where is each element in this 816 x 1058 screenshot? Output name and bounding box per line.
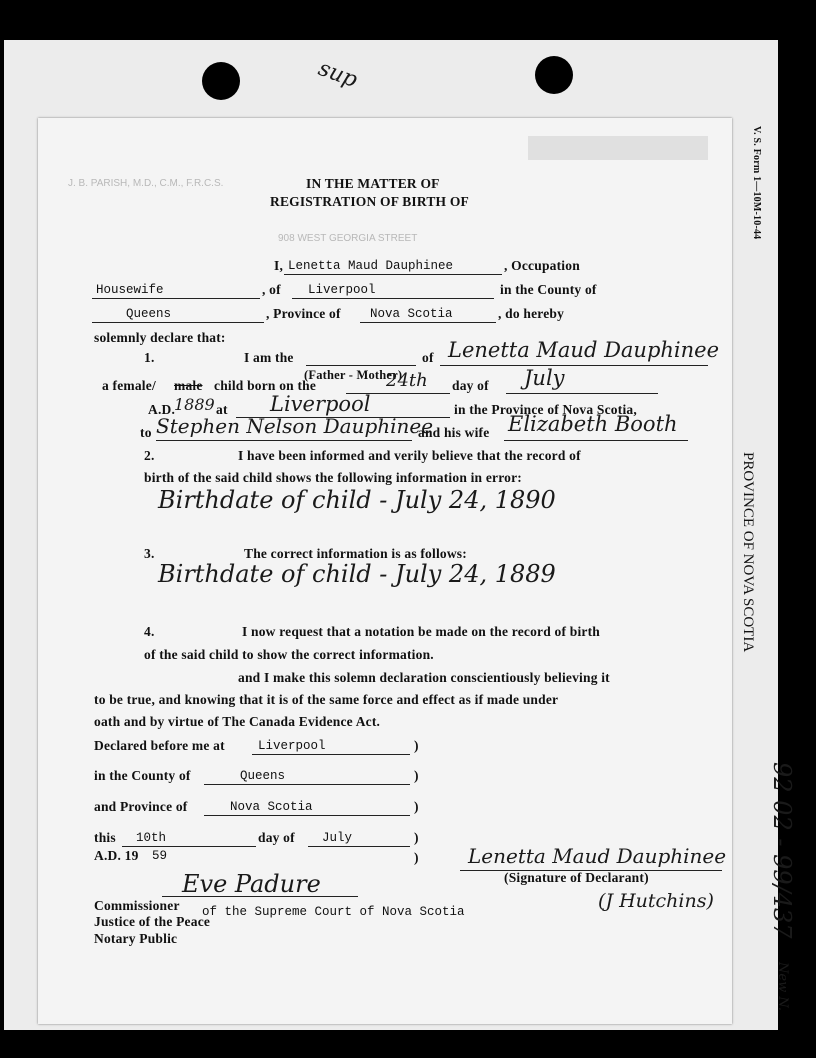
supreme-court-label: of the Supreme Court of Nova Scotia <box>202 905 465 919</box>
item3-number: 3. <box>144 546 155 561</box>
declared-province-value: Nova Scotia <box>230 800 313 814</box>
witness-signature: (J Hutchins) <box>598 890 714 912</box>
in-province-label: in the Province of Nova Scotia, <box>454 402 637 417</box>
closing-line2: to be true, and knowing that it is of the same force and effect as if made under <box>94 692 559 707</box>
item2-text2: birth of the said child shows the following information in error: <box>144 470 523 485</box>
registration-number: 92 02 - 99/437 <box>768 762 796 939</box>
child-name: Lenetta Maud Dauphinee <box>448 338 720 362</box>
at-label: at <box>216 402 228 417</box>
birth-year: 1889 <box>174 395 215 414</box>
mother-name: Elizabeth Booth <box>508 412 678 436</box>
father-mother-label: (Father - Mother) <box>304 368 403 382</box>
item1-number: 1. <box>144 350 155 365</box>
i-am-the: I am the <box>244 350 294 365</box>
punch-hole <box>202 62 240 100</box>
province-side-label: PROVINCE OF NOVA SCOTIA <box>740 452 756 653</box>
birth-place: Liverpool <box>270 392 371 416</box>
declarant-name: Lenetta Maud Dauphinee <box>288 259 454 273</box>
punch-hole <box>535 56 573 94</box>
and-wife-label: and his wife <box>418 425 490 440</box>
commissioner-label: Commissioner <box>94 898 180 913</box>
correct-information: Birthdate of child - July 24, 1889 <box>158 560 556 588</box>
commissioner-signature: Eve Padure <box>182 870 321 898</box>
ad-label: A.D. <box>148 402 176 417</box>
heading-line2: REGISTRATION OF BIRTH OF <box>270 194 469 209</box>
declared-at-label: Declared before me at <box>94 738 225 753</box>
day-of-label: day of <box>452 378 489 393</box>
occupation-value: Housewife <box>96 283 164 297</box>
closing-line3: oath and by virtue of The Canada Evidence Act. <box>94 714 381 729</box>
county-label: in the County of <box>500 282 597 297</box>
declared-at-value: Liverpool <box>258 739 326 753</box>
child-born-label: child born on the <box>214 378 317 393</box>
item4-text1: I now request that a notation be made on the record of birth <box>242 624 600 639</box>
declarant-signature: Lenetta Maud Dauphinee <box>468 844 727 868</box>
female-label: a female/ <box>102 378 156 393</box>
occupation-label: , Occupation <box>504 258 580 273</box>
declared-day-of: day of <box>258 830 295 845</box>
declared-month: July <box>322 831 353 845</box>
male-struck: male <box>174 378 203 393</box>
solemn-declare: solemnly declare that: <box>94 330 226 345</box>
province-value: Nova Scotia <box>370 307 453 321</box>
registration-number-suffix: New N. <box>775 962 790 1012</box>
declared-county-label: in the County of <box>94 768 191 783</box>
item4-number: 4. <box>144 624 155 639</box>
hereby-label: , do hereby <box>498 306 565 321</box>
declared-province-label: and Province of <box>94 799 188 814</box>
notary-label: Notary Public <box>94 931 178 946</box>
of-label: , of <box>262 282 281 297</box>
birth-month: July <box>524 366 565 390</box>
justice-label: Justice of the Peace <box>94 914 211 929</box>
county-value: Queens <box>126 307 172 321</box>
form-id: V. S. Form 1—10M-10-44 <box>751 126 762 240</box>
item2-number: 2. <box>144 448 155 463</box>
of-label-2: of <box>422 350 434 365</box>
to-label: to <box>140 425 152 440</box>
declared-ad-label: A.D. 19 <box>94 848 139 863</box>
item3-text: The correct information is as follows: <box>244 546 467 561</box>
birth-day: 24th <box>386 370 428 391</box>
item4-text2: of the said child to show the correct information. <box>144 647 434 662</box>
error-information: Birthdate of child - July 24, 1890 <box>158 486 556 514</box>
province-label: , Province of <box>266 306 341 321</box>
declaration-form: J. B. PARISH, M.D., C.M., F.R.C.S. 908 WEST GEORGIA STREET IN THE MATTER OF REGISTRATION OF BIRTH OF I, Lenetta Maud Dauphinee , Occupation Housewife , of Liverpool in the County of Queens , Province of Nova Scotia , do hereby solemnly declare that: 1. I am the of Lenetta Maud Dauphinee (Father - Mother) a female/ male child born on the 24th day of July A.D. 1889 at Liverpool in the Province of Nova Scotia, to Stephen Nelson Dauphinee and his wife Elizabeth Booth 2. I have been informed and verily believe that the record of birth of the said child shows the following information in error: Birthdate of child - July 24, 1890 3. The correct information is as follows: Birthdate of child - July 24, 1889 4. I now request that a notation be made on the record of birth of the said child to show the correct information. and I make this solemn declaration conscientiously believing it to be true, and knowing that it is of the same force and effect as if made under oath and by virtue of The Canada Evidence Act. Declared before me at Liverpool ) in the County of Queens ) and Province of Nova Scotia ) this 10th day of July ) A.D. 19 59 ) Lenetta Maud Dauphinee (Signature of Declarant) (J Hutchins) Eve Padure Commissioner of the Supreme Court of Nova Scotia Justice of the Peace Notary Public <box>38 118 732 1024</box>
top-initials: sup <box>314 55 361 94</box>
this-label: this <box>94 830 116 845</box>
declarant-intro: I, <box>274 258 284 273</box>
item2-text1: I have been informed and verily believe that the record of <box>238 448 581 463</box>
town-value: Liverpool <box>308 283 376 297</box>
declared-day: 10th <box>136 831 167 845</box>
signature-label: (Signature of Declarant) <box>504 870 649 885</box>
declared-county-value: Queens <box>240 769 286 783</box>
father-name: Stephen Nelson Dauphinee <box>156 414 434 438</box>
closing-line1: and I make this solemn declaration conscientiously believing it <box>238 670 610 685</box>
heading-line1: IN THE MATTER OF <box>306 176 440 191</box>
declared-year: 59 <box>152 849 168 863</box>
